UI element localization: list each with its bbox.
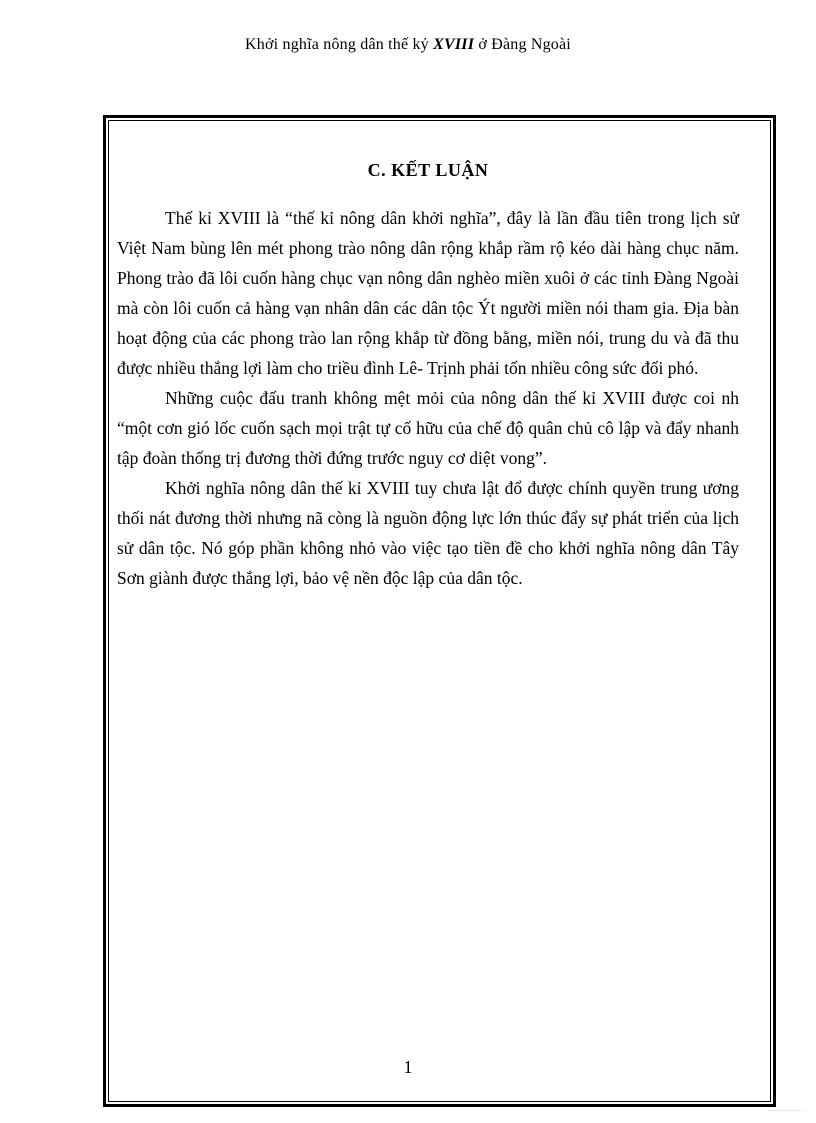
corner-watermark (768, 1110, 802, 1117)
page-number: 1 (403, 1057, 413, 1077)
header-century: XVIII (433, 36, 475, 53)
paragraph-3: Khởi nghĩa nông dân thế kỉ XVIII tuy chưa lật đổ được chính quyền trung ương thối nát đương thời nhưng nã còng là nguồn động lực lớn thúc đẩy sự phát triển của lịch sử dân tộc. Nó góp phần không nhỏ vào việc tạo tiền đề cho khởi nghĩa nông dân Tây Sơn giành được thắng lợi, bảo vệ nền độc lập của dân tộc. (117, 478, 739, 588)
header-region: ở Đàng Ngoài (478, 36, 571, 53)
section-title: C. KẾT LUẬN (367, 160, 489, 180)
paragraph-1: Thế kỉ XVIII là “thế kỉ nông dân khởi nghĩa”, đây là lần đầu tiên trong lịch sử Việt Nam bùng lên mét phong trào nông dân rộng khắp rầm rộ kéo dài hàng chục năm. Phong trào đã lôi cuốn hàng chục vạn nông dân nghèo miền xuôi ở các tỉnh Đàng Ngoài mà còn lôi cuốn cả hàng vạn nhân dân các dân tộc Ýt người miền nói tham gia. Địa bàn hoạt động của các phong trào lan rộng khắp từ đồng bằng, miền nói, trung du và đã thu được nhiều thắng lợi làm cho triều đình Lê- Trịnh phải tốn nhiều công sức đối phó. (117, 208, 739, 378)
page-header (0, 36, 816, 54)
page-content (117, 160, 739, 593)
paragraph-2: Những cuộc đấu tranh không mệt mỏi của nông dân thế kỉ XVIII được coi nh “một cơn gió lốc cuốn sạch mọi trật tự cố hữu của chế độ quân chủ cô lập và đẩy nhanh tập đoàn thống trị đương thời đứng trước nguy cơ diệt vong”. (117, 388, 739, 468)
header-text: Khởi nghĩa nông dân thế kỷ (245, 36, 429, 53)
